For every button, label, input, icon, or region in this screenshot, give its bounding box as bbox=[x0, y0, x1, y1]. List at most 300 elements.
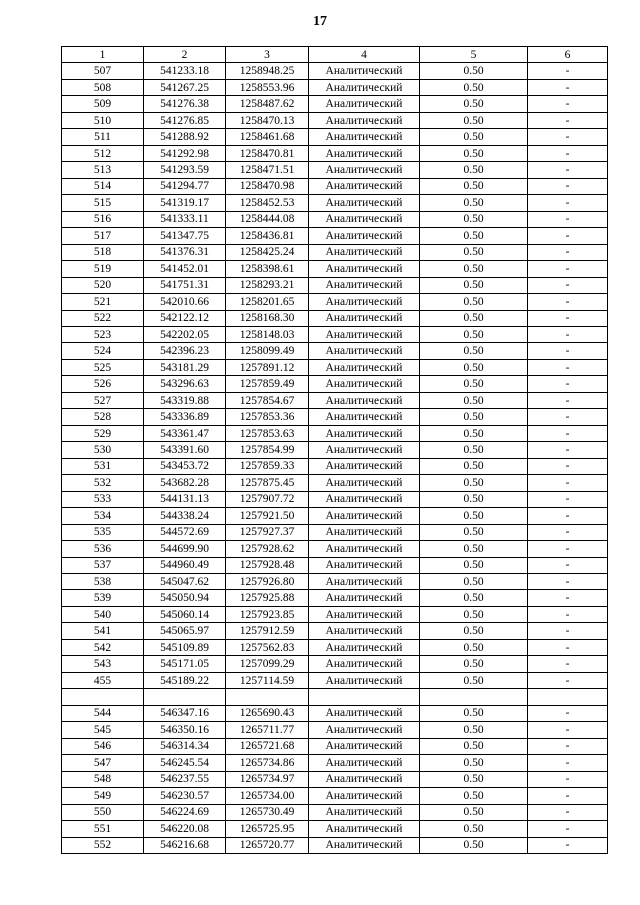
table-cell: Аналитический bbox=[309, 821, 420, 837]
table-cell: 543391.60 bbox=[144, 442, 226, 458]
table-cell: - bbox=[528, 228, 608, 244]
table-cell: - bbox=[528, 771, 608, 787]
table-cell: 542122.12 bbox=[144, 310, 226, 326]
table-cell: 1265711.77 bbox=[226, 722, 309, 738]
table-cell bbox=[420, 689, 528, 705]
table-cell: 0.50 bbox=[420, 524, 528, 540]
table-cell: Аналитический bbox=[309, 837, 420, 853]
table-cell: - bbox=[528, 804, 608, 820]
table-cell: 517 bbox=[62, 228, 144, 244]
table-cell: 1257907.72 bbox=[226, 491, 309, 507]
table-cell: Аналитический bbox=[309, 672, 420, 688]
table-cell: 0.50 bbox=[420, 541, 528, 557]
table-cell: 542 bbox=[62, 639, 144, 655]
table-cell: 509 bbox=[62, 96, 144, 112]
table-cell: 527 bbox=[62, 392, 144, 408]
table-cell: 0.50 bbox=[420, 392, 528, 408]
table-cell: 1258398.61 bbox=[226, 261, 309, 277]
table-cell: - bbox=[528, 294, 608, 310]
table-cell: 0.50 bbox=[420, 79, 528, 95]
table-cell: 1265734.97 bbox=[226, 771, 309, 787]
coordinates-table bbox=[61, 46, 608, 854]
table-cell: 0.50 bbox=[420, 639, 528, 655]
table-cell: 545060.14 bbox=[144, 606, 226, 622]
table-row bbox=[62, 508, 608, 524]
table-cell: - bbox=[528, 96, 608, 112]
table-cell: 1265734.00 bbox=[226, 788, 309, 804]
table-cell: 512 bbox=[62, 145, 144, 161]
table-cell: 0.50 bbox=[420, 343, 528, 359]
table-cell: - bbox=[528, 491, 608, 507]
table-row bbox=[62, 606, 608, 622]
table-cell: Аналитический bbox=[309, 606, 420, 622]
table-cell: 1257926.80 bbox=[226, 574, 309, 590]
table-cell: 546314.34 bbox=[144, 738, 226, 754]
table-cell: 535 bbox=[62, 524, 144, 540]
table-cell: 544699.90 bbox=[144, 541, 226, 557]
table-cell: Аналитический bbox=[309, 623, 420, 639]
table-row bbox=[62, 837, 608, 853]
column-header: 2 bbox=[144, 47, 226, 63]
table-cell: - bbox=[528, 211, 608, 227]
table-cell: - bbox=[528, 738, 608, 754]
table-cell: 546230.57 bbox=[144, 788, 226, 804]
table-cell: 1257927.37 bbox=[226, 524, 309, 540]
table-body bbox=[62, 47, 608, 854]
table-cell: 516 bbox=[62, 211, 144, 227]
table-cell: Аналитический bbox=[309, 277, 420, 293]
table-cell: 541288.92 bbox=[144, 129, 226, 145]
table-cell: 0.50 bbox=[420, 310, 528, 326]
table-cell: 545047.62 bbox=[144, 574, 226, 590]
table-row bbox=[62, 343, 608, 359]
table-cell: 0.50 bbox=[420, 244, 528, 260]
table-cell: Аналитический bbox=[309, 129, 420, 145]
table-cell: - bbox=[528, 623, 608, 639]
table-cell: 534 bbox=[62, 508, 144, 524]
table-row bbox=[62, 425, 608, 441]
table-cell: 0.50 bbox=[420, 771, 528, 787]
table-cell: 0.50 bbox=[420, 277, 528, 293]
table-cell: - bbox=[528, 705, 608, 721]
table-cell: 1265725.95 bbox=[226, 821, 309, 837]
table-cell: 1257859.33 bbox=[226, 458, 309, 474]
table-cell: 0.50 bbox=[420, 557, 528, 573]
table-cell: 541293.59 bbox=[144, 162, 226, 178]
table-cell: 1258444.08 bbox=[226, 211, 309, 227]
table-cell: 543682.28 bbox=[144, 475, 226, 491]
table-row bbox=[62, 689, 608, 705]
table-cell: 1258470.81 bbox=[226, 145, 309, 161]
table-cell: Аналитический bbox=[309, 195, 420, 211]
table-cell: 1257891.12 bbox=[226, 359, 309, 375]
table-cell: 541333.11 bbox=[144, 211, 226, 227]
table-cell: Аналитический bbox=[309, 294, 420, 310]
table-cell: Аналитический bbox=[309, 162, 420, 178]
table-cell: 0.50 bbox=[420, 96, 528, 112]
page-number: 17 bbox=[313, 14, 327, 29]
table-cell: Аналитический bbox=[309, 508, 420, 524]
table-row bbox=[62, 112, 608, 128]
table-cell: 1257854.99 bbox=[226, 442, 309, 458]
table-row bbox=[62, 491, 608, 507]
table-cell bbox=[62, 689, 144, 705]
column-header: 6 bbox=[528, 47, 608, 63]
table-cell: 544131.13 bbox=[144, 491, 226, 507]
table-row bbox=[62, 771, 608, 787]
table-cell: 543336.89 bbox=[144, 409, 226, 425]
table-cell: Аналитический bbox=[309, 145, 420, 161]
table-cell: - bbox=[528, 508, 608, 524]
table-row bbox=[62, 162, 608, 178]
table-cell: 1257928.62 bbox=[226, 541, 309, 557]
table-cell: 544338.24 bbox=[144, 508, 226, 524]
table-cell: 0.50 bbox=[420, 475, 528, 491]
table-row bbox=[62, 623, 608, 639]
table-cell: 532 bbox=[62, 475, 144, 491]
table-cell: - bbox=[528, 557, 608, 573]
table-row bbox=[62, 244, 608, 260]
table-cell: 541292.98 bbox=[144, 145, 226, 161]
table-cell: 1257923.85 bbox=[226, 606, 309, 622]
table-cell: 0.50 bbox=[420, 508, 528, 524]
table-cell: Аналитический bbox=[309, 442, 420, 458]
table-cell: - bbox=[528, 475, 608, 491]
table-cell: 541276.38 bbox=[144, 96, 226, 112]
table-cell: Аналитический bbox=[309, 359, 420, 375]
table-cell: 0.50 bbox=[420, 672, 528, 688]
table-row bbox=[62, 409, 608, 425]
table-cell: 0.50 bbox=[420, 574, 528, 590]
table-cell: Аналитический bbox=[309, 656, 420, 672]
table-cell: 1258553.96 bbox=[226, 79, 309, 95]
table-cell: 538 bbox=[62, 574, 144, 590]
table-cell: 0.50 bbox=[420, 442, 528, 458]
table-cell: Аналитический bbox=[309, 491, 420, 507]
table-row bbox=[62, 261, 608, 277]
table-cell: 543319.88 bbox=[144, 392, 226, 408]
table-cell: 0.50 bbox=[420, 755, 528, 771]
table-cell: 546220.08 bbox=[144, 821, 226, 837]
table-cell: Аналитический bbox=[309, 738, 420, 754]
table-cell: - bbox=[528, 376, 608, 392]
table-cell: 542202.05 bbox=[144, 326, 226, 342]
table-cell: 518 bbox=[62, 244, 144, 260]
table-cell: - bbox=[528, 541, 608, 557]
table-cell: 546245.54 bbox=[144, 755, 226, 771]
table-cell: 542396.23 bbox=[144, 343, 226, 359]
table-cell: - bbox=[528, 606, 608, 622]
table-cell: 521 bbox=[62, 294, 144, 310]
table-row bbox=[62, 79, 608, 95]
table-row bbox=[62, 557, 608, 573]
table-cell: Аналитический bbox=[309, 376, 420, 392]
table-cell: - bbox=[528, 79, 608, 95]
table-cell: Аналитический bbox=[309, 475, 420, 491]
table-cell: - bbox=[528, 129, 608, 145]
table-cell: 1257925.88 bbox=[226, 590, 309, 606]
table-cell: Аналитический bbox=[309, 425, 420, 441]
table-cell: - bbox=[528, 821, 608, 837]
table-row bbox=[62, 63, 608, 79]
table-cell: 0.50 bbox=[420, 705, 528, 721]
table-row bbox=[62, 392, 608, 408]
table-cell: Аналитический bbox=[309, 788, 420, 804]
table-cell: 540 bbox=[62, 606, 144, 622]
table-cell: 1257859.49 bbox=[226, 376, 309, 392]
table-row bbox=[62, 590, 608, 606]
table-cell: Аналитический bbox=[309, 541, 420, 557]
table-row bbox=[62, 376, 608, 392]
table-cell: - bbox=[528, 63, 608, 79]
table-row bbox=[62, 195, 608, 211]
table-cell: 513 bbox=[62, 162, 144, 178]
column-header: 5 bbox=[420, 47, 528, 63]
table-cell: 1258452.53 bbox=[226, 195, 309, 211]
table-cell: 0.50 bbox=[420, 491, 528, 507]
table-cell: - bbox=[528, 162, 608, 178]
table-row bbox=[62, 211, 608, 227]
table-cell: - bbox=[528, 672, 608, 688]
table-cell: - bbox=[528, 326, 608, 342]
table-cell: 550 bbox=[62, 804, 144, 820]
table-cell: 0.50 bbox=[420, 409, 528, 425]
table-cell: 545 bbox=[62, 722, 144, 738]
table-cell: 0.50 bbox=[420, 788, 528, 804]
table-cell: 541376.31 bbox=[144, 244, 226, 260]
table-cell: 544572.69 bbox=[144, 524, 226, 540]
table-cell: - bbox=[528, 261, 608, 277]
column-header: 3 bbox=[226, 47, 309, 63]
table-cell: 526 bbox=[62, 376, 144, 392]
table-cell: 0.50 bbox=[420, 211, 528, 227]
table-cell: 546 bbox=[62, 738, 144, 754]
table-cell: 0.50 bbox=[420, 458, 528, 474]
table-cell: 0.50 bbox=[420, 804, 528, 820]
table-cell: 0.50 bbox=[420, 145, 528, 161]
table-cell: 0.50 bbox=[420, 326, 528, 342]
table-cell: 1257875.45 bbox=[226, 475, 309, 491]
table-cell: 0.50 bbox=[420, 425, 528, 441]
table-cell: 1265720.77 bbox=[226, 837, 309, 853]
table-cell: - bbox=[528, 788, 608, 804]
table-cell: 0.50 bbox=[420, 228, 528, 244]
table-cell: 545109.89 bbox=[144, 639, 226, 655]
table-cell: 1258470.98 bbox=[226, 178, 309, 194]
table-row bbox=[62, 129, 608, 145]
table-cell: 0.50 bbox=[420, 606, 528, 622]
table-cell: - bbox=[528, 574, 608, 590]
table-cell: 524 bbox=[62, 343, 144, 359]
table-cell: 547 bbox=[62, 755, 144, 771]
table-row bbox=[62, 294, 608, 310]
table-row bbox=[62, 326, 608, 342]
table-cell: 546350.16 bbox=[144, 722, 226, 738]
table-cell bbox=[226, 689, 309, 705]
table-cell: 545171.05 bbox=[144, 656, 226, 672]
table-cell: 551 bbox=[62, 821, 144, 837]
table-cell: 533 bbox=[62, 491, 144, 507]
table-cell: 543 bbox=[62, 656, 144, 672]
table-cell: 1258201.65 bbox=[226, 294, 309, 310]
table-cell: 528 bbox=[62, 409, 144, 425]
table-cell: 515 bbox=[62, 195, 144, 211]
table-cell: 543296.63 bbox=[144, 376, 226, 392]
table-cell: - bbox=[528, 178, 608, 194]
table-cell: 541 bbox=[62, 623, 144, 639]
table-cell: 545189.22 bbox=[144, 672, 226, 688]
table-cell: 507 bbox=[62, 63, 144, 79]
table-row bbox=[62, 228, 608, 244]
table-cell: 541319.17 bbox=[144, 195, 226, 211]
table-cell: 0.50 bbox=[420, 837, 528, 853]
table-cell: 0.50 bbox=[420, 722, 528, 738]
table-cell: 541233.18 bbox=[144, 63, 226, 79]
table-cell: - bbox=[528, 310, 608, 326]
table-cell: 549 bbox=[62, 788, 144, 804]
table-cell: Аналитический bbox=[309, 574, 420, 590]
table-cell: 541751.31 bbox=[144, 277, 226, 293]
table-row bbox=[62, 656, 608, 672]
table-cell: Аналитический bbox=[309, 590, 420, 606]
table-cell: Аналитический bbox=[309, 63, 420, 79]
table-cell: - bbox=[528, 458, 608, 474]
table-cell: 0.50 bbox=[420, 590, 528, 606]
table-cell: 0.50 bbox=[420, 376, 528, 392]
table-cell: 536 bbox=[62, 541, 144, 557]
table-row bbox=[62, 755, 608, 771]
table-cell: 519 bbox=[62, 261, 144, 277]
table-cell: Аналитический bbox=[309, 755, 420, 771]
table-cell: - bbox=[528, 359, 608, 375]
table-cell: 0.50 bbox=[420, 195, 528, 211]
table-cell: - bbox=[528, 195, 608, 211]
table-cell: Аналитический bbox=[309, 409, 420, 425]
table-row bbox=[62, 639, 608, 655]
table-cell: 541267.25 bbox=[144, 79, 226, 95]
table-cell: 543361.47 bbox=[144, 425, 226, 441]
table-cell: 1257853.36 bbox=[226, 409, 309, 425]
table-row bbox=[62, 574, 608, 590]
table-cell: 1257114.59 bbox=[226, 672, 309, 688]
table-cell: 0.50 bbox=[420, 129, 528, 145]
table-cell bbox=[309, 689, 420, 705]
table-cell: Аналитический bbox=[309, 458, 420, 474]
table-cell: 511 bbox=[62, 129, 144, 145]
table-cell: 543181.29 bbox=[144, 359, 226, 375]
table-cell: 1257099.29 bbox=[226, 656, 309, 672]
table-cell: 541347.75 bbox=[144, 228, 226, 244]
table-cell: 1257921.50 bbox=[226, 508, 309, 524]
table-cell: 546224.69 bbox=[144, 804, 226, 820]
table-cell: - bbox=[528, 277, 608, 293]
table-cell: 525 bbox=[62, 359, 144, 375]
table-cell: 530 bbox=[62, 442, 144, 458]
table-cell: 0.50 bbox=[420, 623, 528, 639]
table-cell: 522 bbox=[62, 310, 144, 326]
table-row bbox=[62, 178, 608, 194]
table-cell: - bbox=[528, 837, 608, 853]
table-row bbox=[62, 738, 608, 754]
table-cell: 1257854.67 bbox=[226, 392, 309, 408]
table-cell: 0.50 bbox=[420, 294, 528, 310]
table-cell: - bbox=[528, 442, 608, 458]
table-cell: 1258461.68 bbox=[226, 129, 309, 145]
table-cell: Аналитический bbox=[309, 343, 420, 359]
table-cell: 0.50 bbox=[420, 359, 528, 375]
table-row bbox=[62, 96, 608, 112]
table-cell: 548 bbox=[62, 771, 144, 787]
table-cell: 545065.97 bbox=[144, 623, 226, 639]
table-cell: 1258487.62 bbox=[226, 96, 309, 112]
table-cell: 510 bbox=[62, 112, 144, 128]
table-header-row bbox=[62, 47, 608, 63]
table-cell: 546347.16 bbox=[144, 705, 226, 721]
table-cell: 1258471.51 bbox=[226, 162, 309, 178]
table-cell: 539 bbox=[62, 590, 144, 606]
table-cell: Аналитический bbox=[309, 771, 420, 787]
table-cell: - bbox=[528, 590, 608, 606]
table-cell: 1258148.03 bbox=[226, 326, 309, 342]
table-cell: 523 bbox=[62, 326, 144, 342]
column-header: 1 bbox=[62, 47, 144, 63]
table-cell: 1258293.21 bbox=[226, 277, 309, 293]
table-cell: - bbox=[528, 639, 608, 655]
table-cell: 0.50 bbox=[420, 112, 528, 128]
table-row bbox=[62, 145, 608, 161]
table-row bbox=[62, 804, 608, 820]
table-cell: Аналитический bbox=[309, 722, 420, 738]
table-cell: 543453.72 bbox=[144, 458, 226, 474]
table-cell: 531 bbox=[62, 458, 144, 474]
column-header: 4 bbox=[309, 47, 420, 63]
table-row bbox=[62, 524, 608, 540]
table-cell: 455 bbox=[62, 672, 144, 688]
table-cell: 552 bbox=[62, 837, 144, 853]
table-cell: Аналитический bbox=[309, 392, 420, 408]
table-cell: 545050.94 bbox=[144, 590, 226, 606]
table-cell: - bbox=[528, 722, 608, 738]
table-row bbox=[62, 788, 608, 804]
table-cell: Аналитический bbox=[309, 639, 420, 655]
table-cell: 1265721.68 bbox=[226, 738, 309, 754]
table-cell: 1258436.81 bbox=[226, 228, 309, 244]
table-cell: 1258470.13 bbox=[226, 112, 309, 128]
table-cell: 0.50 bbox=[420, 821, 528, 837]
table-cell: Аналитический bbox=[309, 79, 420, 95]
table-cell: 0.50 bbox=[420, 738, 528, 754]
table-cell: 514 bbox=[62, 178, 144, 194]
table-row bbox=[62, 359, 608, 375]
table-cell: 537 bbox=[62, 557, 144, 573]
table-cell: 1257562.83 bbox=[226, 639, 309, 655]
table-cell: 1265690.43 bbox=[226, 705, 309, 721]
table-cell: 542010.66 bbox=[144, 294, 226, 310]
table-cell: 1258099.49 bbox=[226, 343, 309, 359]
table-cell: 0.50 bbox=[420, 178, 528, 194]
table-cell: 1258425.24 bbox=[226, 244, 309, 260]
table-cell: 546216.68 bbox=[144, 837, 226, 853]
table-cell: - bbox=[528, 145, 608, 161]
table-cell: - bbox=[528, 392, 608, 408]
table-cell: - bbox=[528, 656, 608, 672]
table-cell: 541452.01 bbox=[144, 261, 226, 277]
table-cell: Аналитический bbox=[309, 705, 420, 721]
table-cell: - bbox=[528, 755, 608, 771]
table-cell: Аналитический bbox=[309, 228, 420, 244]
table-cell: Аналитический bbox=[309, 557, 420, 573]
table-cell: Аналитический bbox=[309, 261, 420, 277]
